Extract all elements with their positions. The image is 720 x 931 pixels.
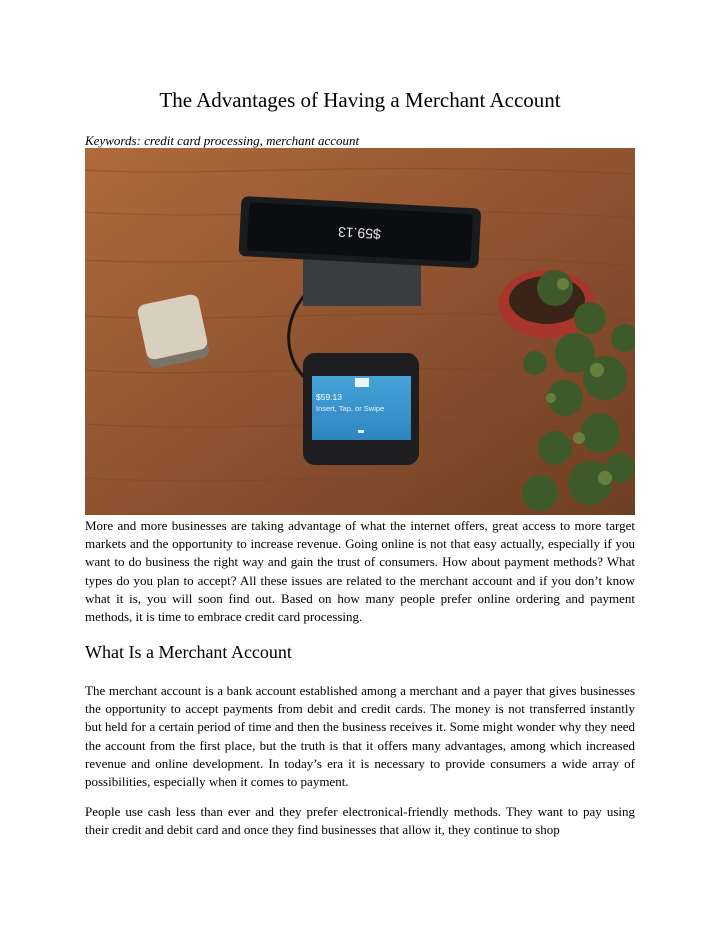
reader-prompt: Insert, Tap, or Swipe	[316, 404, 385, 413]
keywords-line: Keywords: credit card processing, merchant account	[85, 133, 360, 148]
customer-display	[238, 196, 481, 268]
closing-paragraph: People use cash less than ever and they prefer electronical-friendly methods. They want to pay using their credit and debit card and once they find businesses that allow it, they continue to shop	[85, 804, 635, 838]
section-heading: What Is a Merchant Account	[85, 642, 292, 662]
reader-amount: $59.13	[316, 392, 342, 402]
hero-photo	[85, 148, 635, 515]
document-title: The Advantages of Having a Merchant Account	[159, 88, 561, 112]
contactless-icon	[358, 430, 364, 433]
intro-paragraph: More and more businesses are taking advantage of what the internet offers, great access to more target markets and the opportunity to increase revenue. Going online is not that easy actually, especially if you want to do business the right way and gain the trust of consumers. How about payment methods? What types do you plan to accept? All these issues are related to the merchant account and if you don’t know what it is, you will soon find out. Based on how many people prefer online ordering and payment methods, it is time to embrace credit card processing.	[85, 518, 635, 625]
definition-paragraph: The merchant account is a bank account established among a merchant and a payer that gives businesses the opportunity to accept payments from debit and credit cards. The money is not transferred instantly but held for a certain period of time and then the business receives it. Some might wonder why they need the account from the first place, but the truth is that it offers many advantages, among which increased revenue and online development. In today’s era it is necessary to provide consumers a wide array of possibilities, especially when it comes to payment.	[85, 683, 635, 790]
stone-coaster	[136, 293, 210, 369]
display-amount-mirrored: $59.13	[337, 224, 382, 243]
photo-illustration	[85, 148, 635, 515]
card-slot-icon	[355, 378, 369, 387]
